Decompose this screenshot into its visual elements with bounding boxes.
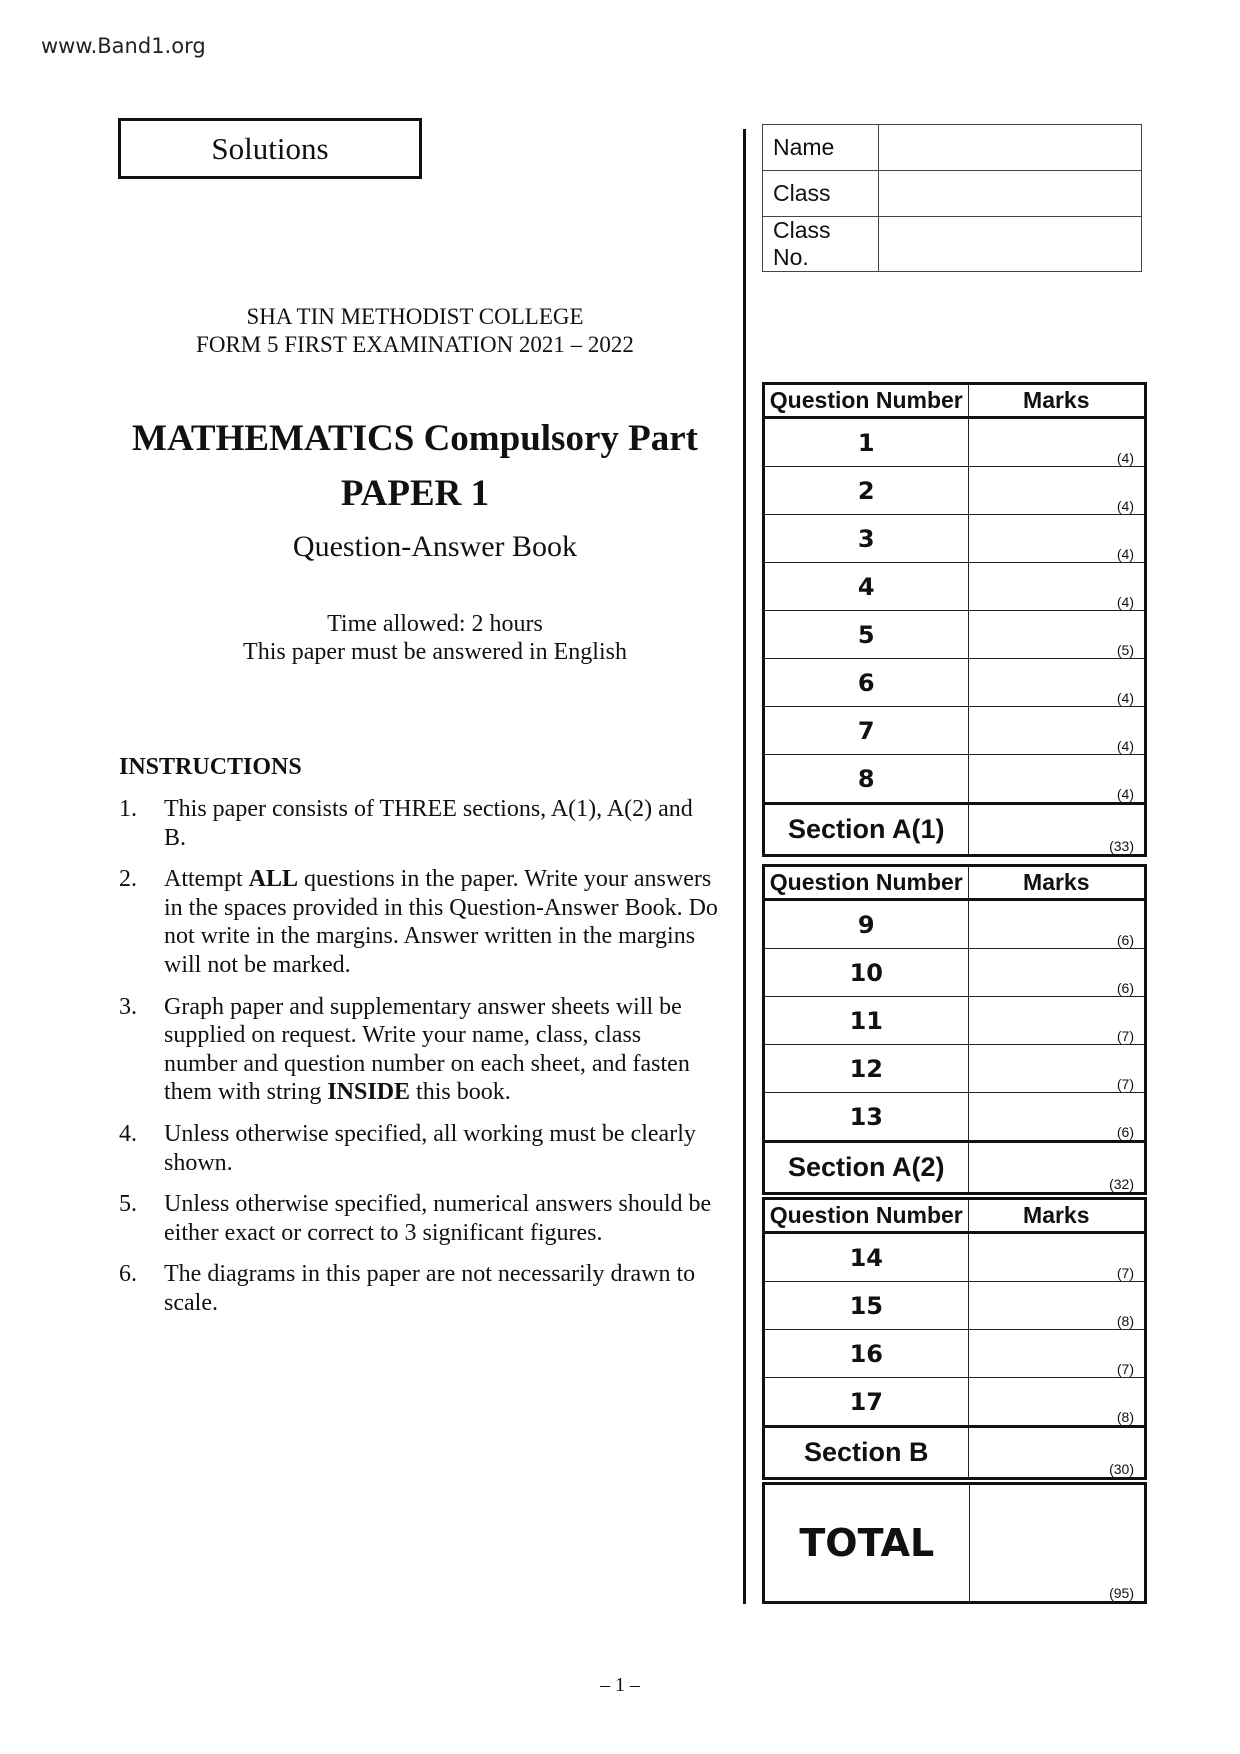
question-number: 3 bbox=[764, 515, 969, 563]
instruction-text-part: The diagrams in this paper are not necessarily drawn to scale. bbox=[164, 1261, 696, 1316]
marks-cell[interactable] bbox=[968, 997, 1145, 1045]
max-marks: (6) bbox=[1116, 932, 1134, 948]
instruction-item bbox=[119, 865, 719, 979]
question-number: 15 bbox=[764, 1282, 969, 1330]
section-subtotal-row bbox=[764, 1427, 1146, 1479]
marks-row bbox=[764, 949, 1146, 997]
marks-row bbox=[764, 1378, 1146, 1427]
instruction-text-part: questions in the paper. Write your answers in the spaces provided in this Question-Answer Book. Do not write in the margins. Answer written in the margins will not be marked. bbox=[164, 866, 718, 978]
instructions-heading: INSTRUCTIONS bbox=[119, 754, 302, 780]
question-number: 16 bbox=[764, 1330, 969, 1378]
max-marks: (4) bbox=[1116, 450, 1134, 466]
instruction-text-part: Attempt bbox=[164, 866, 249, 893]
max-marks: (7) bbox=[1116, 1361, 1134, 1377]
marks-cell[interactable] bbox=[968, 1330, 1145, 1378]
marks-cell[interactable] bbox=[968, 1233, 1145, 1282]
max-marks: (6) bbox=[1116, 1124, 1134, 1140]
max-marks: (4) bbox=[1116, 594, 1134, 610]
instruction-number: 5. bbox=[119, 1191, 137, 1218]
marks-row bbox=[764, 563, 1146, 611]
marks-row bbox=[764, 755, 1146, 804]
instruction-item bbox=[119, 1120, 719, 1177]
marks-row bbox=[764, 1233, 1146, 1282]
marks-cell[interactable] bbox=[968, 707, 1145, 755]
instruction-number: 4. bbox=[119, 1120, 137, 1147]
total-marks-cell[interactable] bbox=[969, 1484, 1145, 1603]
marks-cell[interactable] bbox=[968, 563, 1145, 611]
instruction-text bbox=[164, 1260, 719, 1317]
student-info-table bbox=[762, 124, 1142, 272]
info-row bbox=[763, 171, 1142, 217]
instruction-number: 2. bbox=[119, 866, 137, 893]
instruction-text-part: This paper consists of THREE sections, A(1), A(2) and B. bbox=[164, 796, 693, 851]
question-number: 10 bbox=[764, 949, 969, 997]
question-number: 4 bbox=[764, 563, 969, 611]
marks-cell[interactable] bbox=[968, 900, 1145, 949]
question-number: 7 bbox=[764, 707, 969, 755]
paper-title: PAPER 1 bbox=[340, 473, 490, 514]
total-max-marks: (95) bbox=[1109, 1585, 1134, 1601]
header-marks: Marks bbox=[968, 1199, 1145, 1233]
instruction-number: 3. bbox=[119, 993, 137, 1020]
instruction-text-part: Graph paper and supplementary answer sheets will be supplied on request. Write your name, class, class number and question number on each sheet, and fasten them with string bbox=[164, 993, 690, 1106]
max-marks: (4) bbox=[1116, 498, 1134, 514]
section-marks-cell[interactable] bbox=[968, 1427, 1145, 1479]
margin-divider bbox=[743, 129, 746, 1604]
book-title: Question-Answer Book bbox=[292, 530, 578, 563]
time-allowed: Time allowed: 2 hours bbox=[327, 611, 543, 637]
info-label: Class bbox=[763, 171, 879, 217]
question-number: 17 bbox=[764, 1378, 969, 1427]
marks-table bbox=[762, 1197, 1147, 1480]
marks-table bbox=[762, 382, 1147, 857]
total-label: TOTAL bbox=[764, 1484, 970, 1603]
marks-cell[interactable] bbox=[968, 418, 1145, 467]
info-row bbox=[763, 125, 1142, 171]
marks-cell[interactable] bbox=[968, 949, 1145, 997]
info-label: Class No. bbox=[763, 217, 879, 272]
time-info bbox=[150, 610, 720, 666]
marks-cell[interactable] bbox=[968, 611, 1145, 659]
question-number: 9 bbox=[764, 900, 969, 949]
section-marks-cell[interactable] bbox=[968, 804, 1145, 856]
marks-row bbox=[764, 611, 1146, 659]
marks-row bbox=[764, 1330, 1146, 1378]
instruction-item bbox=[119, 1190, 719, 1247]
solutions-box: Solutions bbox=[118, 118, 422, 179]
max-marks: (8) bbox=[1116, 1313, 1134, 1329]
marks-header-row bbox=[764, 866, 1146, 900]
instruction-number: 1. bbox=[119, 796, 137, 822]
instruction-text-part: Unless otherwise specified, numerical answers should be either exact or correct to 3 significant figures. bbox=[164, 1191, 712, 1246]
question-number: 14 bbox=[764, 1233, 969, 1282]
marks-row bbox=[764, 418, 1146, 467]
question-number: 1 bbox=[764, 418, 969, 467]
marks-row bbox=[764, 467, 1146, 515]
marks-row bbox=[764, 707, 1146, 755]
watermark-url: www.Band1.org bbox=[41, 34, 206, 58]
class-field[interactable] bbox=[879, 171, 1142, 217]
max-marks: (7) bbox=[1116, 1028, 1134, 1044]
header-question-number: Question Number bbox=[764, 1199, 969, 1233]
instruction-emphasis: ALL bbox=[248, 866, 299, 893]
marks-cell[interactable] bbox=[968, 1093, 1145, 1142]
marks-header-row bbox=[764, 384, 1146, 418]
max-marks: (4) bbox=[1116, 786, 1134, 802]
instruction-item bbox=[119, 795, 719, 852]
marks-row bbox=[764, 1093, 1146, 1142]
instruction-text-part: this book. bbox=[410, 1079, 511, 1106]
marks-cell[interactable] bbox=[968, 515, 1145, 563]
section-max-marks: (30) bbox=[1109, 1461, 1134, 1477]
section-max-marks: (32) bbox=[1109, 1176, 1134, 1192]
max-marks: (8) bbox=[1116, 1409, 1134, 1425]
language-note: This paper must be answered in English bbox=[243, 639, 627, 665]
section-max-marks: (33) bbox=[1109, 838, 1134, 854]
instruction-text bbox=[164, 865, 719, 979]
instruction-text bbox=[164, 1190, 719, 1247]
marks-cell[interactable] bbox=[968, 755, 1145, 804]
max-marks: (6) bbox=[1116, 980, 1134, 996]
question-number: 11 bbox=[764, 997, 969, 1045]
marks-cell[interactable] bbox=[968, 467, 1145, 515]
marks-row bbox=[764, 1045, 1146, 1093]
instructions-list bbox=[119, 795, 719, 1331]
max-marks: (4) bbox=[1116, 690, 1134, 706]
marks-header-row bbox=[764, 1199, 1146, 1233]
marks-cell[interactable] bbox=[968, 659, 1145, 707]
marks-row bbox=[764, 1282, 1146, 1330]
instruction-number: 6. bbox=[119, 1261, 137, 1288]
school-header bbox=[118, 303, 712, 359]
max-marks: (4) bbox=[1116, 738, 1134, 754]
class-no-field[interactable] bbox=[879, 217, 1142, 272]
marks-row bbox=[764, 900, 1146, 949]
max-marks: (5) bbox=[1116, 642, 1134, 658]
header-question-number: Question Number bbox=[764, 384, 969, 418]
question-number: 5 bbox=[764, 611, 969, 659]
question-number: 12 bbox=[764, 1045, 969, 1093]
marks-row bbox=[764, 997, 1146, 1045]
section-subtotal-row bbox=[764, 1142, 1146, 1194]
marks-row bbox=[764, 659, 1146, 707]
name-field[interactable] bbox=[879, 125, 1142, 171]
exam-name: FORM 5 FIRST EXAMINATION 2021 – 2022 bbox=[196, 332, 634, 357]
marks-row bbox=[764, 515, 1146, 563]
header-marks: Marks bbox=[968, 384, 1145, 418]
total-table bbox=[762, 1482, 1147, 1604]
total-row bbox=[764, 1484, 1146, 1603]
school-name: SHA TIN METHODIST COLLEGE bbox=[246, 304, 584, 329]
max-marks: (4) bbox=[1116, 546, 1134, 562]
instruction-text bbox=[164, 795, 719, 852]
subject-title: MATHEMATICS Compulsory Part bbox=[132, 418, 698, 459]
instruction-text bbox=[164, 1120, 719, 1177]
info-label: Name bbox=[763, 125, 879, 171]
page-number: – 1 – bbox=[600, 1674, 640, 1696]
section-label: Section A(2) bbox=[764, 1142, 969, 1194]
section-marks-cell[interactable] bbox=[968, 1142, 1145, 1194]
marks-cell[interactable] bbox=[968, 1282, 1145, 1330]
section-label: Section A(1) bbox=[764, 804, 969, 856]
instruction-item bbox=[119, 993, 719, 1107]
max-marks: (7) bbox=[1116, 1265, 1134, 1281]
section-label: Section B bbox=[764, 1427, 969, 1479]
question-number: 8 bbox=[764, 755, 969, 804]
question-number: 13 bbox=[764, 1093, 969, 1142]
question-number: 6 bbox=[764, 659, 969, 707]
max-marks: (7) bbox=[1116, 1076, 1134, 1092]
marks-cell[interactable] bbox=[968, 1045, 1145, 1093]
instruction-emphasis: INSIDE bbox=[327, 1079, 411, 1106]
instruction-text-part: Unless otherwise specified, all working must be clearly shown. bbox=[164, 1120, 696, 1176]
info-row bbox=[763, 217, 1142, 272]
section-subtotal-row bbox=[764, 804, 1146, 856]
instruction-item bbox=[119, 1260, 719, 1317]
header-question-number: Question Number bbox=[764, 866, 969, 900]
marks-table bbox=[762, 864, 1147, 1195]
question-number: 2 bbox=[764, 467, 969, 515]
header-marks: Marks bbox=[968, 866, 1145, 900]
instruction-text bbox=[164, 993, 719, 1107]
marks-cell[interactable] bbox=[968, 1378, 1145, 1427]
